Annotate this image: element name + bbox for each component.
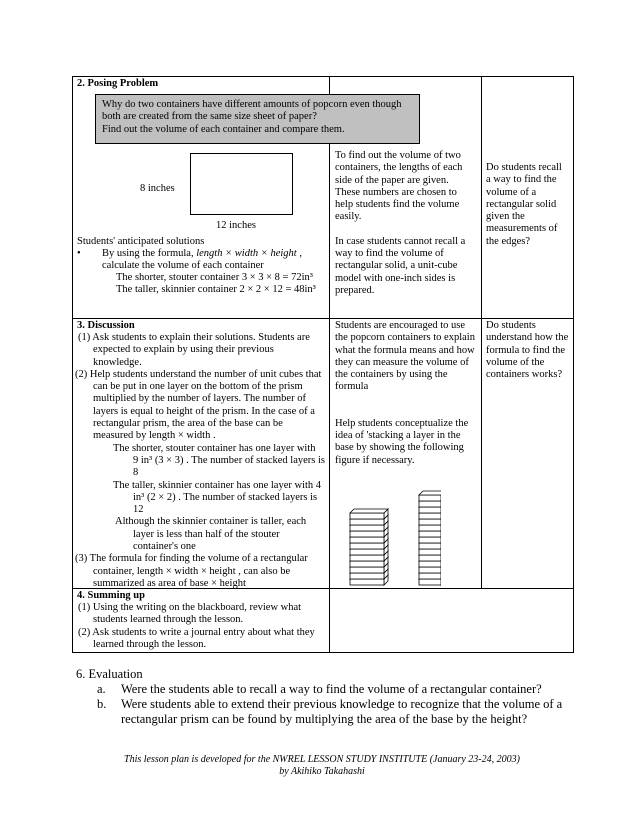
note-line: a way to find the [486,174,557,186]
discussion-line: layers is equal to height of the prism. In the case of a [93,405,315,417]
section4-header: 4. Summing up [77,590,145,601]
evaluation-b-text: Were students able to extend their previous knowledge to recognize that the volume of a [121,697,563,711]
note-line [335,406,475,418]
summing-up-text [73,602,315,651]
problem-line: both are created from the same size sheet of paper? [102,111,317,123]
note-line: the popcorn containers to explain [335,332,475,344]
note-line: Students are encouraged to use [335,320,466,331]
figure-bottom-label: 12 inches [216,220,256,231]
discussion-line: 8 [133,467,139,479]
column-divider [329,77,330,652]
figure-side-label: 8 inches [140,183,175,194]
note-line: containers works? [486,369,563,381]
discussion-line: (2) Help students understand the number of unit cubes that [75,368,322,380]
note-line: formula [335,381,369,393]
discussion-line: 9 in³ (3 × 3) . The number of stacked layers is [133,454,325,466]
discussion-line: summarized as area of base × height [93,577,246,589]
solution-formula: length × width × height , [196,248,302,259]
note-line: prepared. [335,284,375,296]
evaluation-b-text: rectangular prism can be found by multiplying the area of the base by the height? [121,712,528,726]
note-line: containers, the lengths of each [335,162,463,174]
discussion-line: expected to explain by using their previous [93,344,274,356]
discussion-line: (1) Ask students to explain their solutions. Students are [78,332,310,343]
solution-line-text: By using the formula, [102,248,194,259]
skinny-stack-layer [419,491,441,501]
section3-header: 3. Discussion [77,320,135,331]
solution-line: calculate the volume of each container [102,260,264,271]
note-line: In case students cannot recall a [335,235,466,247]
footer-author: by Akihiko Takahashi [279,766,365,777]
anticipated-heading: Students' anticipated solutions [77,236,205,247]
discussion-line: The taller, skinnier container has one layer with 4 [113,479,322,491]
note-line [335,394,475,406]
taller-container-calc: The taller, skinnier container 2 × 2 × 12 = 48in³ [116,284,316,295]
bullet: • [77,248,81,259]
summing-line: students learned through the lesson. [93,614,244,626]
note-line: given the [486,211,525,223]
note-line: figure if necessary. [335,454,415,466]
evaluation-a-label: a. [97,682,106,696]
discussion-line: rectangular prism, the area of the base can be [93,418,283,430]
evaluation-a-text: Were the students able to recall a way to find the volume of a rectangular container? [121,682,542,696]
evaluation-notes-2 [486,162,562,248]
evaluation-b-label: b. [97,697,107,711]
note-line: formula to find the [486,344,566,356]
note-line [335,224,465,236]
column-divider [481,77,482,589]
note-line: Do students recall [486,162,562,173]
note-line: rectangular solid, a unit-cube [335,260,458,272]
discussion-line: can be put in one layer on the bottom of the prism [93,381,303,393]
note-line: what the formula means and how [335,344,475,356]
evaluation-notes-3 [486,320,568,381]
summing-line: (1) Using the writing on the blackboard, review what [78,602,302,613]
evaluation-heading: 6. Evaluation [76,667,143,681]
stout-stack-layer [350,509,388,519]
note-line: side of the paper are given. [335,174,449,186]
section2-header: 2. Posing Problem [77,78,159,89]
discussion-line: 12 [133,504,144,516]
stacked-layers-figure [341,477,441,587]
discussion-line: The shorter, stouter container has one layer with [113,442,316,454]
discussion-line: measured by length × width . [93,430,216,442]
note-line: the edges? [486,235,531,247]
footer-line: This lesson plan is developed for the NWREL LESSON STUDY INSTITUTE (January 23-24, 2003) [124,754,520,765]
discussion-line: (3) The formula for finding the volume of a rectangular [75,553,308,565]
note-line: understand how the [486,332,569,344]
problem-box [95,94,420,144]
summing-line: learned through the lesson. [93,638,207,650]
summing-line: (2) Ask students to write a journal entry about what they [78,626,315,638]
note-line: way to find the volume of [335,248,444,260]
note-line: easily. [335,211,362,223]
solution-line [102,248,302,260]
discussion-line: Although the skinnier container is taller, each [115,516,307,528]
discussion-text [73,332,329,590]
teacher-notes-2 [335,150,465,297]
note-line: idea of 'stacking a layer in the [335,430,461,442]
discussion-line: knowledge. [93,356,142,368]
note-line: volume of a [486,186,537,198]
row-divider [73,318,573,319]
note-line: the containers by using the [335,369,448,381]
note-line: These numbers are chosen to [335,186,457,198]
note-line: To find out the volume of two [335,150,461,161]
problem-line: Find out the volume of each container and compare them. [102,123,345,135]
note-line: Do students [486,320,536,331]
note-line: volume of the [486,356,545,368]
problem-line: Why do two containers have different amounts of popcorn even though [102,99,402,110]
note-line: help students find the volume [335,199,460,211]
note-line: base by showing the following [335,442,464,454]
lesson-table [72,76,574,653]
note-line: model with one-inch sides is [335,272,456,284]
discussion-line: container, length × width × height , can also be [93,565,291,577]
note-line: rectangular solid [486,198,557,210]
discussion-line: container's one [133,541,196,553]
note-line: they can measure the volume of [335,356,469,368]
shorter-container-calc: The shorter, stouter container 3 × 3 × 8 = 72in³ [116,272,313,283]
teacher-notes-3 [335,320,475,467]
note-line: measurements of [486,223,558,235]
note-line: Help students conceptualize the [335,417,469,429]
discussion-line: in³ (2 × 2) . The number of stacked layers is [133,491,318,503]
discussion-line: layer is less than half of the stouter [133,528,280,540]
paper-rectangle-figure [190,153,293,215]
discussion-line: multiplied by the number of layers. The number of [93,393,306,405]
